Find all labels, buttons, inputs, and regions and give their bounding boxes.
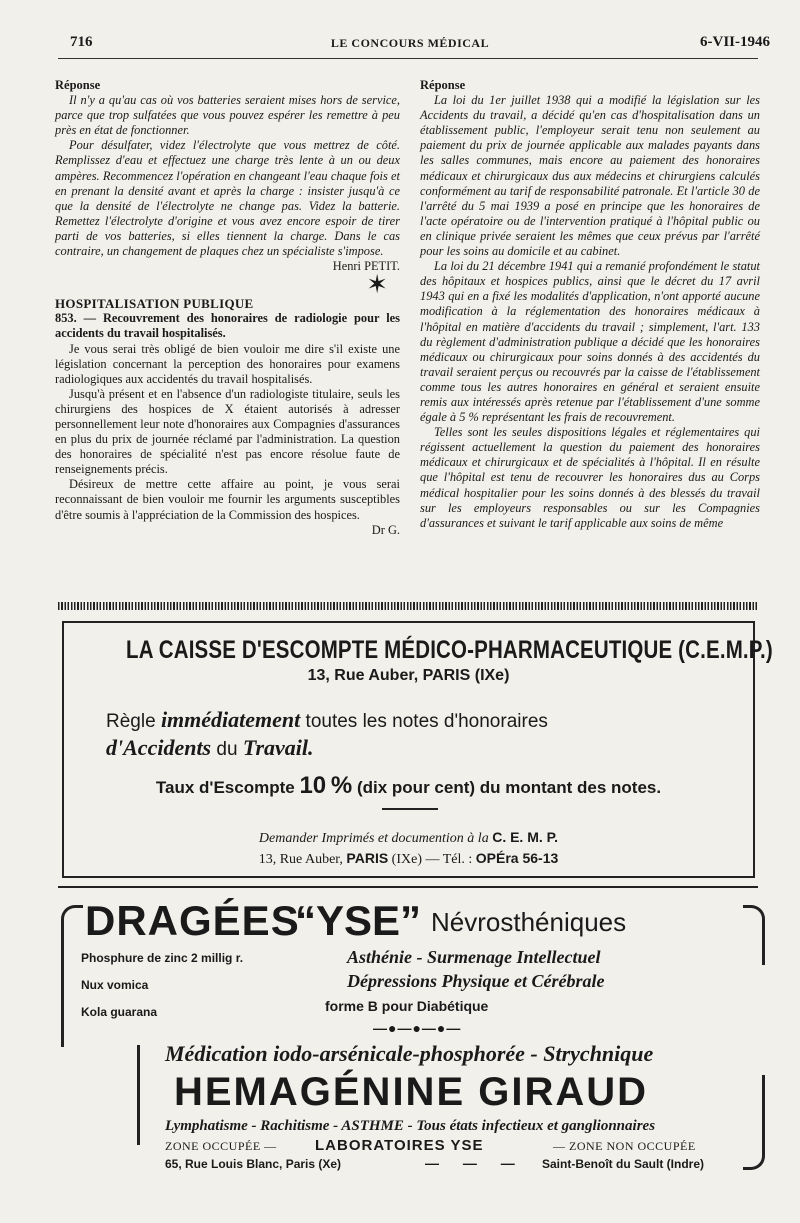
cemp-separator: [382, 808, 438, 810]
cemp-street: 13, Rue Auber,: [258, 852, 343, 867]
cemp-emphasis: Accidents: [123, 735, 212, 760]
cemp-contact: [64, 829, 753, 847]
ornament: —●—●—●—: [373, 1020, 462, 1036]
address-dashes: — — —: [425, 1155, 525, 1171]
address-indre: Saint-Benoît du Sault (Indre): [542, 1157, 704, 1171]
laboratory-name: LABORATOIRES YSE: [315, 1137, 484, 1154]
cemp-contact-text: Demander Imprimés et documention à la: [258, 831, 489, 846]
product-uses: Lymphatisme - Rachitisme - ASTHME - Tous états infectieux et ganglionnaires: [165, 1118, 656, 1134]
question-title: 853. — Recouvrement des honoraires de radiologie pour les accidents du travail hospitalisés.: [55, 311, 400, 341]
question-paragraph: Désireux de mettre cette affaire au point, je vous serai reconnaissant de bien vouloir me fournir les arguments susceptibles d'être soumis à l'appréciation de la Commission des hospices.: [55, 477, 400, 522]
cemp-rate-percent: %: [330, 772, 353, 799]
question-signature: Dr G.: [371, 522, 400, 537]
ingredient: Kola guarana: [81, 1005, 158, 1019]
cemp-text: d': [106, 735, 124, 760]
diabetic-form: forme B pour Diabétique: [325, 998, 489, 1014]
question-paragraph: Jusqu'à présent et en l'absence d'un radiologiste titulaire, seuls les chirurgiens des hospices de X étaient autorisés à adresser personnellement leur note d'honoraires aux Compagnies d'assurances en plus du prix de journée réclamé par l'administration. La question des honoraires de spécialité n'est pas encore résolue faute de renseignements précis.: [55, 386, 400, 477]
cemp-title: LA CAISSE D'ESCOMPTE MÉDICO-PHARMACEUTIQUE (C.E.M.P.): [126, 636, 773, 664]
cemp-rate-label: Taux d'Escompte: [155, 778, 295, 797]
zone-unoccupied: — ZONE NON OCCUPÉE: [553, 1139, 696, 1153]
cemp-rate-desc: (dix pour cent) du montant des notes.: [356, 778, 662, 797]
question-paragraph: Je vous serai très obligé de bien vouloir me dire s'il existe une législation concernant la perception des honoraires pour examens radiologiques aux accidentés du travail hospitalisés.: [55, 341, 400, 386]
cemp-address: 13, Rue Auber, PARIS (IXe): [307, 667, 510, 684]
brand-yse: “YSE”: [295, 897, 422, 944]
indication: Asthénie - Surmenage Intellectuel: [347, 947, 601, 967]
cemp-contact-name: C. E. M. P.: [492, 829, 559, 845]
perforated-divider: [58, 602, 758, 610]
section-title: HOSPITALISATION PUBLIQUE: [55, 296, 254, 312]
header-rule: [58, 58, 758, 59]
ingredient: Phosphure de zinc 2 millig r.: [81, 951, 244, 965]
issue-date: 6-VII-1946: [700, 34, 770, 50]
product-name: HEMAGÉNINE GIRAUD: [173, 1070, 649, 1114]
cemp-rate-value: 10: [299, 772, 327, 799]
response-heading: Réponse: [55, 78, 101, 92]
cemp-text: du: [216, 739, 238, 760]
left-column: [55, 78, 400, 538]
response-heading: Réponse: [420, 78, 466, 92]
page-number: 716: [70, 34, 93, 50]
cemp-text: Règle: [106, 711, 156, 732]
response-paragraph: Telles sont les seules dispositions légales et réglementaires qui régissent actuellement la question du paiement des honoraires médicaux et chirurgicaux et de spécialités à l'hôpital. Il en résulte que l'hôpital est tenu de recouvrer les honoraires dus au Corps médical hospitalier pour les soins donnés à des blessés du travail sur les employeurs responsables ou sur les Compagnies d'assurances et suivant le tarif applicable aux soins de même: [420, 425, 760, 530]
cemp-emphasis: immédiatement: [160, 707, 301, 732]
cemp-line-2: [106, 735, 314, 761]
medication-line: Médication iodo-arsénicale-phosphorée - Strychnique: [165, 1041, 654, 1066]
address-paris: 65, Rue Louis Blanc, Paris (Xe): [165, 1157, 342, 1171]
brand-subtitle: Névrosthéniques: [431, 907, 627, 937]
cemp-phone: OPÉra 56-13: [475, 850, 559, 866]
brand-dragees: DRAGÉES: [85, 897, 300, 944]
cemp-rate: [64, 772, 753, 800]
page-header: [60, 34, 770, 54]
response-paragraph: Pour désulfater, videz l'électrolyte que vous mettrez de côté. Remplissez d'eau et effectuez une charge très lente à un ou deux ampères. Recommencez l'opération en changeant l'eau chaque fois et en prenant la densité avant et après la charge : insister jusqu'à ce que la densité de l'électrolyte ne change pas. Videz la batterie. Remettez l'électrolyte d'origine et vous avez encore espoir de tirer parti de vos batteries, si elles tiennent la charge. Dans le cas contraire, un changement de plaques chez un spécialiste s'impose.: [55, 138, 400, 259]
dragees-advertisement: [55, 895, 767, 1177]
response-paragraph: La loi du 21 décembre 1941 qui a remanié profondément le statut des hôpitaux et hospices publics, ainsi que le décret du 17 avril 1943 qui en a fixé les modalités d'application, n'ont apporté aucune modification à la réglementation des honoraires médicaux à l'hôpital en matière d'accidents du travail ; simplement, l'art. 133 du règlement d'administration publique a décidé que les honoraires médicaux ou chirurgicaux pour soins donnés à des accidentés du travail seraient perçus ou recouvrés par la caisse de l'établissement comme tous les autres honoraires en général et seraient ensuite remis aux intéressés après retenue par l'établissement d'une somme égale à 5 % représentant les frais de recouvrement.: [420, 259, 760, 425]
cemp-line-1: [106, 707, 548, 733]
cemp-city: PARIS: [346, 850, 389, 866]
zone-occupied: ZONE OCCUPÉE —: [165, 1139, 277, 1153]
response-paragraph: La loi du 1er juillet 1938 qui a modifié la législation sur les Accidents du travail, a décidé qu'en cas d'hospitalisation dans un établissement public, l'employeur serait tenu non seulement au paiement du prix de journée applicable aux malades payants dans les salles communes, mais encore au paiement des honoraires médicaux et chirurgicaux dus aux médecins et chirurgiens calculés conformément au tarif de responsabilité patronale. Et l'article 30 de l'arrêté du 5 mai 1939 a posé en principe que les honoraires de l'acte opératoire ou de l'intervention pratiqué à l'hôpital public ou en clinique privée seraient les mêmes que ceux prévus par l'arrêté pour les soins au domicile et au cabinet.: [420, 93, 760, 259]
indication: Dépressions Physique et Cérébrale: [347, 971, 605, 991]
bracket-decoration: [61, 905, 83, 1047]
cemp-phone-label: (IXe) — Tél. :: [391, 852, 473, 867]
cemp-emphasis: Travail.: [242, 735, 314, 760]
ingredient: Nux vomica: [81, 978, 149, 992]
star-ornament: ✶: [366, 270, 388, 300]
cemp-contact-address: [64, 850, 753, 868]
response-paragraph: Il n'y a qu'au cas où vos batteries seraient mises hors de service, parce que trop sulfatées que vous pouvez espérer les remettre à peu près en état de fonctionner.: [55, 93, 400, 138]
response-signature: Henri PETIT.: [332, 259, 400, 274]
ad-divider: [58, 886, 758, 888]
cemp-text: toutes les notes d'honoraires: [305, 711, 548, 732]
right-column: [420, 78, 760, 531]
bracket-decoration: [743, 905, 765, 965]
journal-title: LE CONCOURS MÉDICAL: [330, 36, 490, 50]
cemp-advertisement: [62, 621, 773, 878]
